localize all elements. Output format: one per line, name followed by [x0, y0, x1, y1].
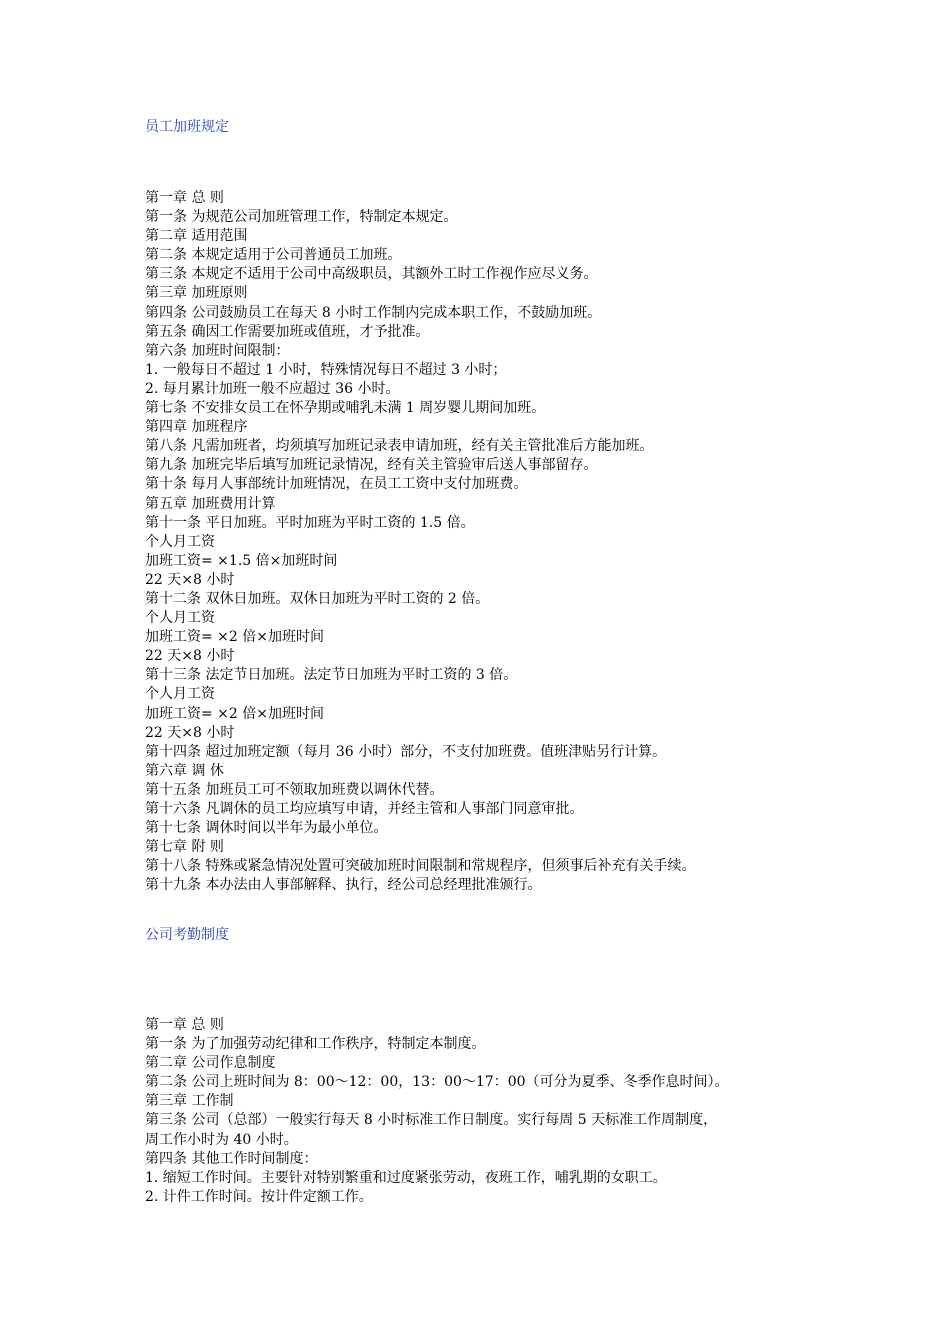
text-line: 第十六条 凡调休的员工均应填写申请，并经主管和人事部门同意审批。: [145, 801, 584, 817]
text-line: 第三章 加班原则: [145, 285, 248, 302]
text-line: 2. 计件工作时间。按计件定额工作。: [145, 1188, 373, 1205]
section-title-overtime[interactable]: 员工加班规定: [145, 119, 229, 135]
text-line: 第三章 工作制: [145, 1093, 234, 1110]
text-line: 第一条 为了加强劳动纪律和工作秩序，特制定本制度。: [145, 1036, 486, 1053]
text-line: 第二条 公司上班时间为 8：00～12：00，13：00～17：00（可分为夏季、冬季作息时间）。: [145, 1074, 729, 1091]
text-line: 第十条 每月人事部统计加班情况，在员工工资中支付加班费。: [145, 476, 528, 493]
text-line: 个人月工资: [145, 533, 215, 550]
text-line: 第一章 总 则: [145, 190, 224, 206]
text-line: 2. 每月累计加班一般不应超过 36 小时。: [145, 380, 400, 397]
text-line: 第十四条 超过加班定额（每月 36 小时）部分，不支付加班费。值班津贴另行计算。: [145, 743, 667, 760]
text-line: 1. 一般每日不超过 1 小时，特殊情况每日不超过 3 小时；: [145, 361, 507, 378]
text-line: 第六条 加班时间限制：: [145, 342, 290, 359]
section-body-overtime: [145, 189, 825, 895]
text-line: 个人月工资: [145, 610, 215, 627]
text-line: 第九条 加班完毕后填写加班记录情况，经有关主管验审后送人事部留存。: [145, 457, 598, 474]
text-line: 22 天×8 小时: [145, 648, 235, 665]
text-line: 第二章 适用范围: [145, 228, 248, 245]
text-line: 第十五条 加班员工可不领取加班费以调休代替。: [145, 781, 444, 798]
text-line: 加班工资= ×2 倍×加班时间: [145, 629, 324, 646]
text-line: 第二条 本规定适用于公司普通员工加班。: [145, 247, 402, 264]
text-line: 第三条 公司（总部）一般实行每天 8 小时标准工作日制度。实行每周 5 天标准工作周制度，: [145, 1112, 718, 1129]
section-body-attendance: [145, 1016, 825, 1207]
text-line: 22 天×8 小时: [145, 724, 235, 741]
text-line: 22 天×8 小时: [145, 571, 235, 588]
text-line: 第四条 其他工作时间制度：: [145, 1150, 318, 1167]
text-line: 第十三条 法定节日加班。法定节日加班为平时工资的 3 倍。: [145, 667, 518, 684]
text-line: 1. 缩短工作时间。主要针对特别繁重和过度紧张劳动，夜班工作，哺乳期的女职工。: [145, 1169, 667, 1186]
text-line: 第一条 为规范公司加班管理工作，特制定本规定。: [145, 209, 458, 226]
text-line: 第十一条 平日加班。平时加班为平时工资的 1.5 倍。: [145, 514, 475, 531]
text-line: 第六章 调 休: [145, 762, 224, 779]
text-line: 周工作小时为 40 小时。: [145, 1131, 298, 1148]
text-line: 第四章 加班程序: [145, 419, 248, 436]
text-line: 第一章 总 则: [145, 1017, 224, 1033]
text-line: 加班工资= ×1.5 倍×加班时间: [145, 552, 338, 569]
text-line: 第四条 公司鼓励员工在每天 8 小时工作制内完成本职工作，不鼓励加班。: [145, 304, 602, 321]
text-line: 第八条 凡需加班者，均须填写加班记录表申请加班，经有关主管批准后方能加班。: [145, 438, 654, 455]
text-line: 第五条 确因工作需要加班或值班，才予批准。: [145, 323, 430, 340]
text-line: 第七条 不安排女员工在怀孕期或哺乳未满 1 周岁婴儿期间加班。: [145, 400, 546, 417]
text-line: 第二章 公司作息制度: [145, 1055, 276, 1072]
text-line: 第十九条 本办法由人事部解释、执行，经公司总经理批准颁行。: [145, 877, 542, 894]
text-line: 加班工资= ×2 倍×加班时间: [145, 705, 324, 722]
text-line: 第十八条 特殊或紧急情况处置可突破加班时间限制和常规程序，但须事后补充有关手续。: [145, 858, 696, 875]
text-line: 第十二条 双休日加班。双休日加班为平时工资的 2 倍。: [145, 590, 490, 607]
text-line: 个人月工资: [145, 686, 215, 703]
text-line: 第三条 本规定不适用于公司中高级职员，其额外工时工作视作应尽义务。: [145, 266, 598, 283]
text-line: 第十七条 调休时间以半年为最小单位。: [145, 820, 388, 837]
text-line: 第五章 加班费用计算: [145, 495, 276, 512]
section-title-attendance[interactable]: 公司考勤制度: [145, 927, 229, 943]
text-line: 第七章 附 则: [145, 839, 224, 856]
